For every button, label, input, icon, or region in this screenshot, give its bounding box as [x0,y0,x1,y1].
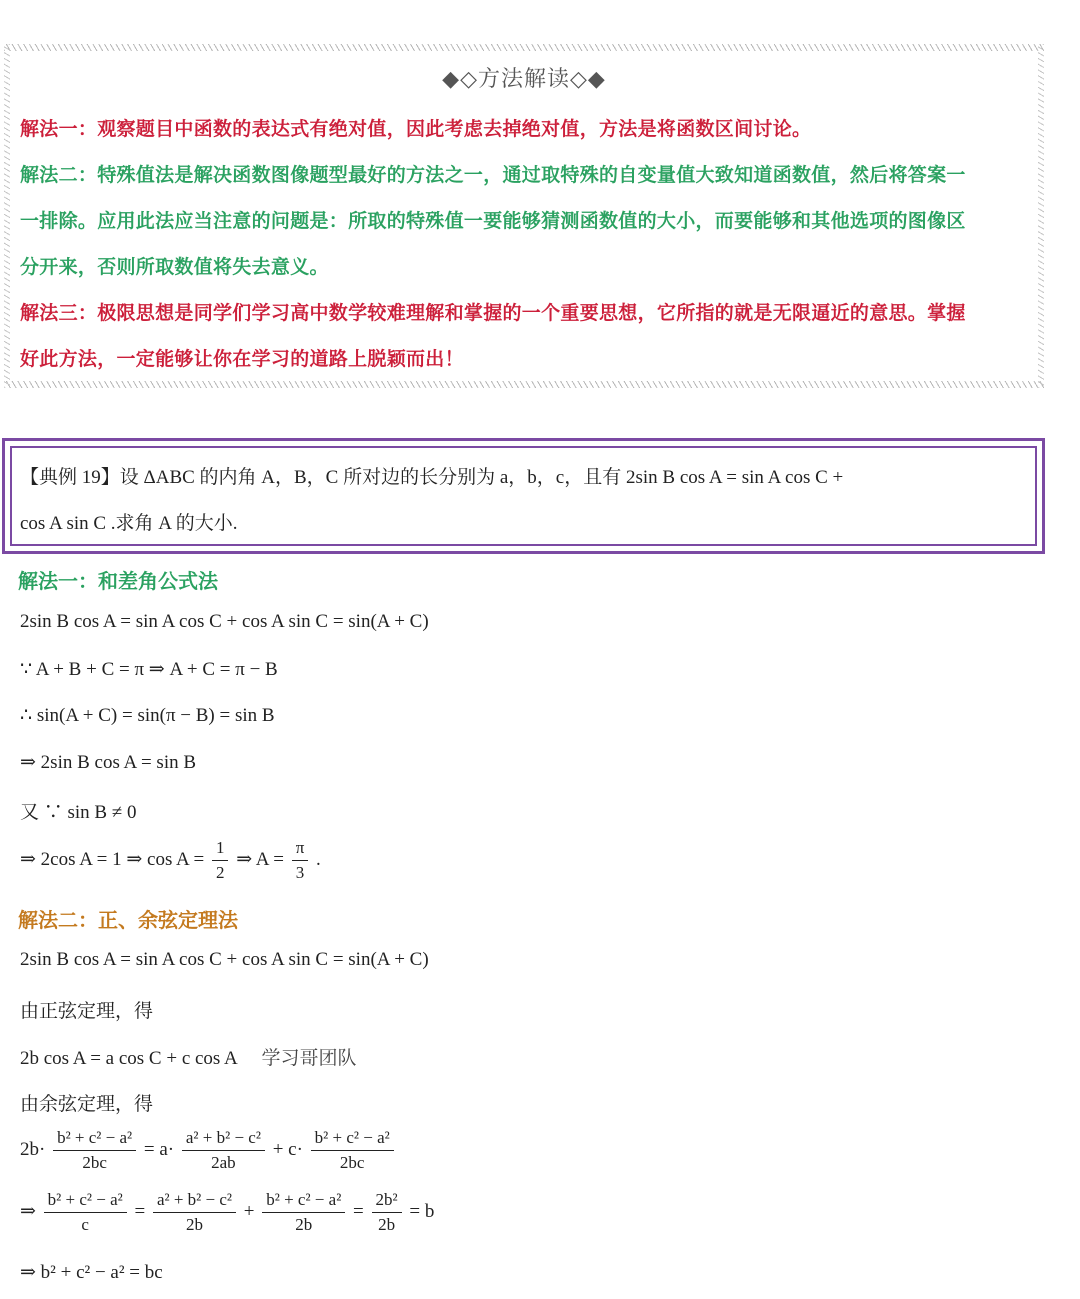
solution-2-equation-a [20,1128,397,1173]
solution-2-text-2: 由余弦定理，得 [20,1093,154,1115]
fraction-numerator: 1 [212,838,229,861]
eq-operator: = [353,1200,364,1222]
solution-2-step-2 [20,1043,356,1070]
eq-operator: + c· [272,1138,303,1160]
method-interpretation-box [4,44,1044,388]
example-line-1: 【典例 19】设 ΔABC 的内角 A，B，C 所对边的长分别为 a，b，c，且有 2sin B cos A = sin A cos C + [20,467,844,488]
fraction-term [372,1190,402,1235]
solution-1-heading: 解法一：和差角公式法 [18,569,218,593]
final-suffix: . [316,848,321,870]
dashed-border-bottom [4,381,1044,388]
fraction-numerator: a² + b² − c² [153,1190,236,1213]
fraction-denominator: 3 [295,863,305,882]
method-line-3: 一排除。应用此法应当注意的问题是：所取的特殊值一要能够猜测函数值的大小，而要能够和其他选项的图像区 [20,210,966,232]
fraction-numerator: a² + b² − c² [182,1128,265,1151]
watermark-text: 学习哥团队 [261,1047,357,1069]
solution-2-text-1: 由正弦定理，得 [20,1000,154,1022]
fraction-numerator: π [292,838,309,861]
eq-operator: = a· [143,1138,175,1160]
eq-lead: ⇒ [20,1200,36,1222]
fraction-denominator: 2bc [82,1153,107,1172]
eq-operator: + [243,1200,255,1222]
fraction-denominator: 2ab [211,1153,236,1172]
fraction-denominator: 2bc [339,1153,365,1172]
dashed-border-top [4,44,1044,51]
fraction-numerator: b² + c² − a² [262,1190,345,1213]
fraction-one-half [212,838,229,883]
fraction-numerator: 2b² [372,1190,402,1213]
fraction-term [262,1190,345,1235]
final-prefix: ⇒ 2cos A = 1 ⇒ cos A = [20,848,205,870]
fraction-denominator: 2b [295,1215,313,1234]
fraction-term [182,1128,265,1173]
method-line-6: 好此方法，一定能够让你在学习的道路上脱颖而出！ [20,348,464,370]
solution-1-step-5: 又 ∵ sin B ≠ 0 [20,802,137,823]
final-middle: ⇒ A = [236,848,284,870]
fraction-term [311,1128,394,1173]
solution-2-final: ⇒ b² + c² − a² = bc [20,1262,163,1283]
eq-tail: = b [409,1200,435,1222]
fraction-term [153,1190,236,1235]
method-line-5: 解法三：极限思想是同学们学习高中数学较难理解和掌握的一个重要思想，它所指的就是无限逼近的意思。掌握 [20,302,966,324]
fraction-term [44,1190,127,1235]
fraction-numerator: b² + c² − a² [53,1128,136,1151]
dashed-border-left [4,44,10,388]
solution-1-step-3: ∴ sin(A + C) = sin(π − B) = sin B [20,705,275,726]
fraction-pi-over-three [292,838,309,883]
solution-1-step-2: ∵ A + B + C = π ⇒ A + C = π − B [20,659,278,680]
method-box-title: ◆◇方法解读◇◆ [442,67,606,92]
solution-1-step-1: 2sin B cos A = sin A cos C + cos A sin C = sin(A + C) [20,611,429,632]
fraction-denominator: c [81,1215,89,1234]
dashed-border-right [1038,44,1044,388]
method-line-2: 解法二：特殊值法是解决函数图像题型最好的方法之一，通过取特殊的自变量值大致知道函数值，然后将答案一 [20,164,966,186]
method-line-1: 解法一：观察题目中函数的表达式有绝对值，因此考虑去掉绝对值，方法是将函数区间讨论。 [20,118,812,140]
solution-1-step-4: ⇒ 2sin B cos A = sin B [20,752,197,773]
fraction-denominator: 2 [215,863,225,882]
fraction-denominator: 2b [378,1215,396,1234]
example-line-2: cos A sin C .求角 A 的大小. [20,513,238,534]
fraction-numerator: b² + c² − a² [311,1128,394,1151]
fraction-numerator: b² + c² − a² [44,1190,127,1213]
solution-2-step-1: 2sin B cos A = sin A cos C + cos A sin C = sin(A + C) [20,949,429,970]
solution-2-heading: 解法二：正、余弦定理法 [18,908,238,932]
eq-operator: = [134,1200,146,1222]
solution-1-final [20,838,321,883]
method-line-4: 分开来，否则所取数值将失去意义。 [20,256,329,278]
eq-lead: 2b· [20,1138,46,1160]
step-2-formula: 2b cos A = a cos C + c cos A [20,1048,237,1069]
fraction-denominator: 2b [185,1215,203,1234]
example-problem-box [2,438,1045,554]
fraction-term [53,1128,136,1173]
solution-2-equation-b [20,1190,434,1235]
